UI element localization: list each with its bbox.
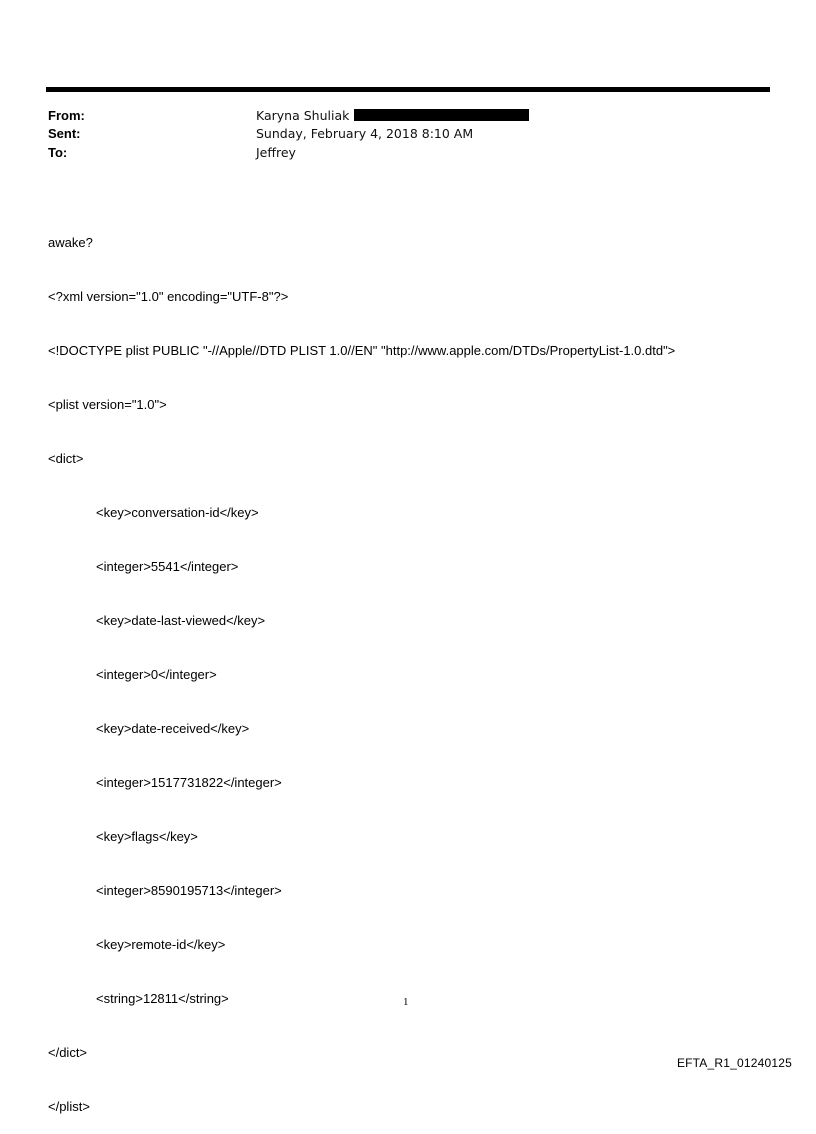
body-line: <key>date-last-viewed</key>: [96, 613, 266, 628]
to-value: Jeffrey: [256, 145, 296, 160]
email-body: [48, 198, 675, 1134]
body-line: <key>conversation-id</key>: [96, 505, 259, 520]
redaction-bar: [354, 109, 529, 121]
sent-label: Sent:: [48, 126, 81, 141]
body-line: <string>12811</string>: [96, 991, 229, 1006]
header-rule: [46, 87, 770, 92]
bates-number: EFTA_R1_01240125: [676, 1056, 792, 1070]
body-line: awake?: [48, 235, 93, 250]
page-number: 1: [403, 996, 409, 1008]
body-line: <integer>8590195713</integer>: [96, 883, 282, 898]
body-line: </plist>: [48, 1099, 90, 1114]
body-line: <integer>1517731822</integer>: [96, 775, 282, 790]
body-line: <integer>0</integer>: [96, 667, 217, 682]
from-label: From:: [48, 108, 85, 123]
body-line: </dict>: [48, 1045, 88, 1060]
body-line: <!DOCTYPE plist PUBLIC "-//Apple//DTD PLIST 1.0//EN" "http://www.apple.com/DTDs/PropertyList-1.0.dtd">: [48, 343, 676, 358]
body-line: <key>date-received</key>: [96, 721, 250, 736]
body-line: <dict>: [48, 451, 84, 466]
body-line: <key>flags</key>: [96, 829, 198, 844]
body-line: <key>remote-id</key>: [96, 937, 226, 952]
from-value: [256, 108, 529, 124]
body-line: <plist version="1.0">: [48, 397, 167, 412]
sent-value: Sunday, February 4, 2018 8:10 AM: [256, 126, 474, 141]
to-label: To:: [48, 145, 68, 160]
body-line: <integer>5541</integer>: [96, 559, 239, 574]
sender-name: Karyna Shuliak: [256, 108, 350, 123]
body-line: <?xml version="1.0" encoding="UTF-8"?>: [48, 289, 289, 304]
